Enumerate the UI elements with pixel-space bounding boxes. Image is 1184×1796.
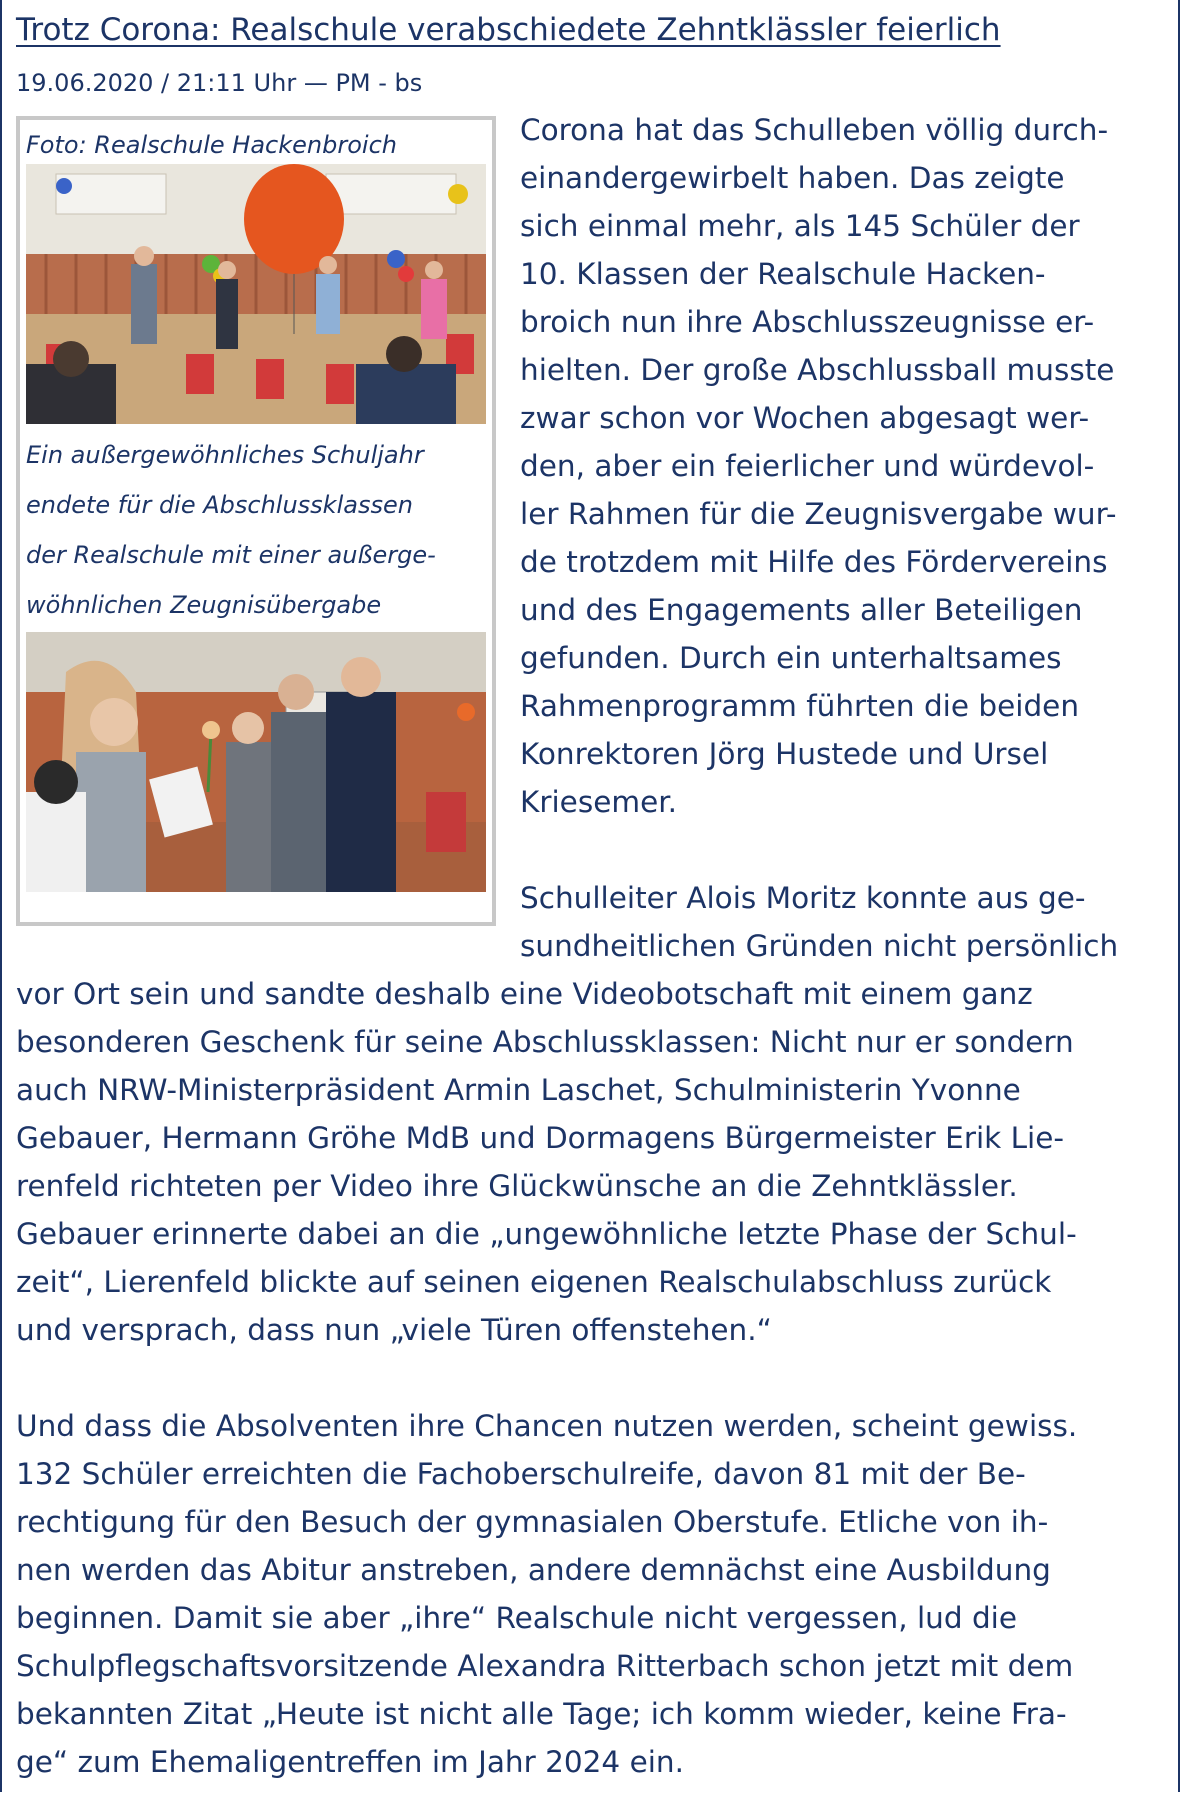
text-line: hielten. Der große Abschlussball musste (520, 353, 1115, 387)
text-line: und des Engagements aller Beteiligen (520, 593, 1083, 627)
photo-graduation-hall (26, 164, 486, 424)
text-line: renfeld richteten per Video ihre Glückwünsche an die Zehntklässler. (16, 1169, 1018, 1203)
text-line: Kriesemer. (520, 785, 678, 819)
caption-line: wöhnlichen Zeugnisübergabe (26, 591, 382, 619)
text-line: ge“ zum Ehemaligentreffen im Jahr 2024 ein. (16, 1745, 684, 1779)
caption-line: der Realschule mit einer außerge- (26, 541, 436, 569)
text-line: ler Rahmen für die Zeugnisvergabe wur- (520, 497, 1117, 531)
photo-certificate-handover (26, 632, 486, 892)
photo-credit: Foto: Realschule Hackenbroich (26, 131, 397, 159)
text-line: den, aber ein feierlicher und würdevol- (520, 449, 1095, 483)
text-line: sundheitlichen Gründen nicht persönlich (520, 929, 1119, 963)
text-line: 10. Klassen der Realschule Hacken- (520, 257, 1046, 291)
text-line: auch NRW-Ministerpräsident Armin Laschet, Schulministerin Yvonne (16, 1073, 1021, 1107)
paragraph-3 (16, 1402, 1168, 1786)
text-line: broich nun ihre Abschlusszeugnisse er- (520, 305, 1095, 339)
article-byline: 19.06.2020 / 21:11 Uhr — PM - bs (16, 69, 423, 97)
caption-line: endete für die Abschlussklassen (26, 491, 413, 519)
photo-figure (16, 116, 496, 926)
text-line: Rahmenprogramm führten die beiden (520, 689, 1080, 723)
text-line: und versprach, dass nun „viele Türen offenstehen.“ (16, 1313, 772, 1347)
article (16, 8, 1168, 1786)
text-line: besonderen Geschenk für seine Abschlussklassen: Nicht nur er sondern (16, 1025, 1074, 1059)
text-line: vor Ort sein und sandte deshalb eine Videobotschaft mit einem ganz (16, 977, 1033, 1011)
text-line: gefunden. Durch ein unterhaltsames (520, 641, 1062, 675)
text-line: sich einmal mehr, als 145 Schüler der (520, 209, 1080, 243)
text-line: bekannten Zitat „Heute ist nicht alle Tage; ich komm wieder, keine Fra- (16, 1697, 1067, 1731)
text-line: Konrektoren Jörg Hustede und Ursel (520, 737, 1049, 771)
article-body (16, 106, 1168, 1786)
article-headline-link[interactable]: Trotz Corona: Realschule verabschiedete Zehntklässler feierlich (16, 12, 1001, 48)
text-line: rechtigung für den Besuch der gymnasialen Oberstufe. Etliche von ih- (16, 1505, 1049, 1539)
text-line: nen werden das Abitur anstreben, andere demnächst eine Ausbildung (16, 1553, 1051, 1587)
text-line: einandergewirbelt haben. Das zeigte (520, 161, 1065, 195)
text-line: Und dass die Absolventen ihre Chancen nutzen werden, scheint gewiss. (16, 1409, 1078, 1443)
paragraph-gap (16, 1354, 1168, 1402)
text-line: beginnen. Damit sie aber „ihre“ Realschule nicht vergessen, lud die (16, 1601, 1018, 1635)
text-line: zeit“, Lierenfeld blickte auf seinen eigenen Realschulabschluss zurück (16, 1265, 1052, 1299)
text-line: Gebauer, Hermann Gröhe MdB und Dormagens Bürgermeister Erik Lie- (16, 1121, 1065, 1155)
text-line: Corona hat das Schulleben völlig durch- (520, 113, 1109, 147)
text-line: 132 Schüler erreichten die Fachoberschulreife, davon 81 mit der Be- (16, 1457, 1026, 1491)
caption-line: Ein außergewöhnliches Schuljahr (26, 441, 424, 469)
text-line: de trotzdem mit Hilfe des Fördervereins (520, 545, 1108, 579)
photo-caption (26, 430, 486, 630)
text-line: Gebauer erinnerte dabei an die „ungewöhnliche letzte Phase der Schul- (16, 1217, 1077, 1251)
text-line: Schulpflegschaftsvorsitzende Alexandra Ritterbach schon jetzt mit dem (16, 1649, 1074, 1683)
paragraph-2 (16, 874, 1168, 1354)
text-line: Schulleiter Alois Moritz konnte aus ge- (520, 881, 1086, 915)
text-line: zwar schon vor Wochen abgesagt wer- (520, 401, 1090, 435)
